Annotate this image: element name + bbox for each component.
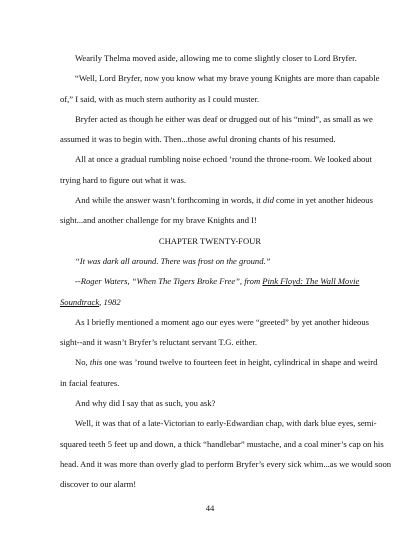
emphasis-text: did [262,195,274,206]
emphasis-text: this [89,357,103,368]
paragraph-line: “Well, Lord Bryfer, now you know what my brave young Knights are more than capable [75,73,380,84]
paragraph-line: sight...and another challenge for my brave Knights and I! [60,215,257,226]
page-number: 44 [205,503,215,513]
paragraph-line: And why did I say that as such, you ask? [75,398,216,409]
underlined-title: Pink Floyd: The Wall Movie [262,276,360,287]
paragraph-line: Bryfer acted as though he either was deaf or drugged out of his “mind”, as small as we [75,113,373,124]
paragraph-line: of,” I said, with as much stern authority as I could muster. [60,93,260,104]
paragraph-line: head. And it was more than overly glad to perform Bryfer’s every sick whim...as we would soon [60,458,392,469]
text-run: --Roger Waters, “When The Tigers Broke Free”, from [75,276,263,287]
epigraph-attribution [60,271,360,291]
paragraph-line: Well, it was that of a late-Victorian to early-Edwardian chap, with dark blue eyes, semi- [75,418,377,429]
underlined-title: Soundtrack [60,296,100,307]
paragraph-line: trying hard to figure out what it was. [60,174,187,185]
paragraph-line: sight--and it wasn’t Bryfer’s reluctant servant T.G. either. [60,337,257,348]
paragraph-line: All at once a gradual rumbling noise echoed ’round the throne-room. We looked about [75,154,372,165]
epigraph-attribution [60,292,360,312]
chapter-heading: CHAPTER TWENTY-FOUR [158,235,262,246]
paragraph-line: squared teeth 5 feet up and down, a thick “handlebar” mustache, and a coal miner’s cap on his [60,438,384,449]
epigraph-quote: “It was dark all around. There was frost on the ground.” [75,255,271,266]
paragraph-line: in facial features. [60,377,120,388]
paragraph-line: As I briefly mentioned a moment ago our eyes were “greeted” by yet another hideous [75,316,369,327]
paragraph-line: Wearily Thelma moved aside, allowing me to come slightly closer to Lord Bryfer. [75,53,357,63]
text-run: And while the answer wasn’t forthcoming in words, it [75,195,263,206]
text-run: No, [75,357,90,368]
paragraph-line: discover to our alarm! [60,479,137,490]
paragraph-line: assumed it was to begin with. Then...those awful droning chants of his resumed. [60,134,336,145]
text-run: come in yet another hideous [273,195,373,206]
text-run: one was ’round twelve to fourteen feet in height, cylindrical in shape and weird [102,357,378,368]
paragraph-line [60,190,373,210]
paragraph-line [60,352,378,372]
text-run: , 1982 [99,296,121,307]
